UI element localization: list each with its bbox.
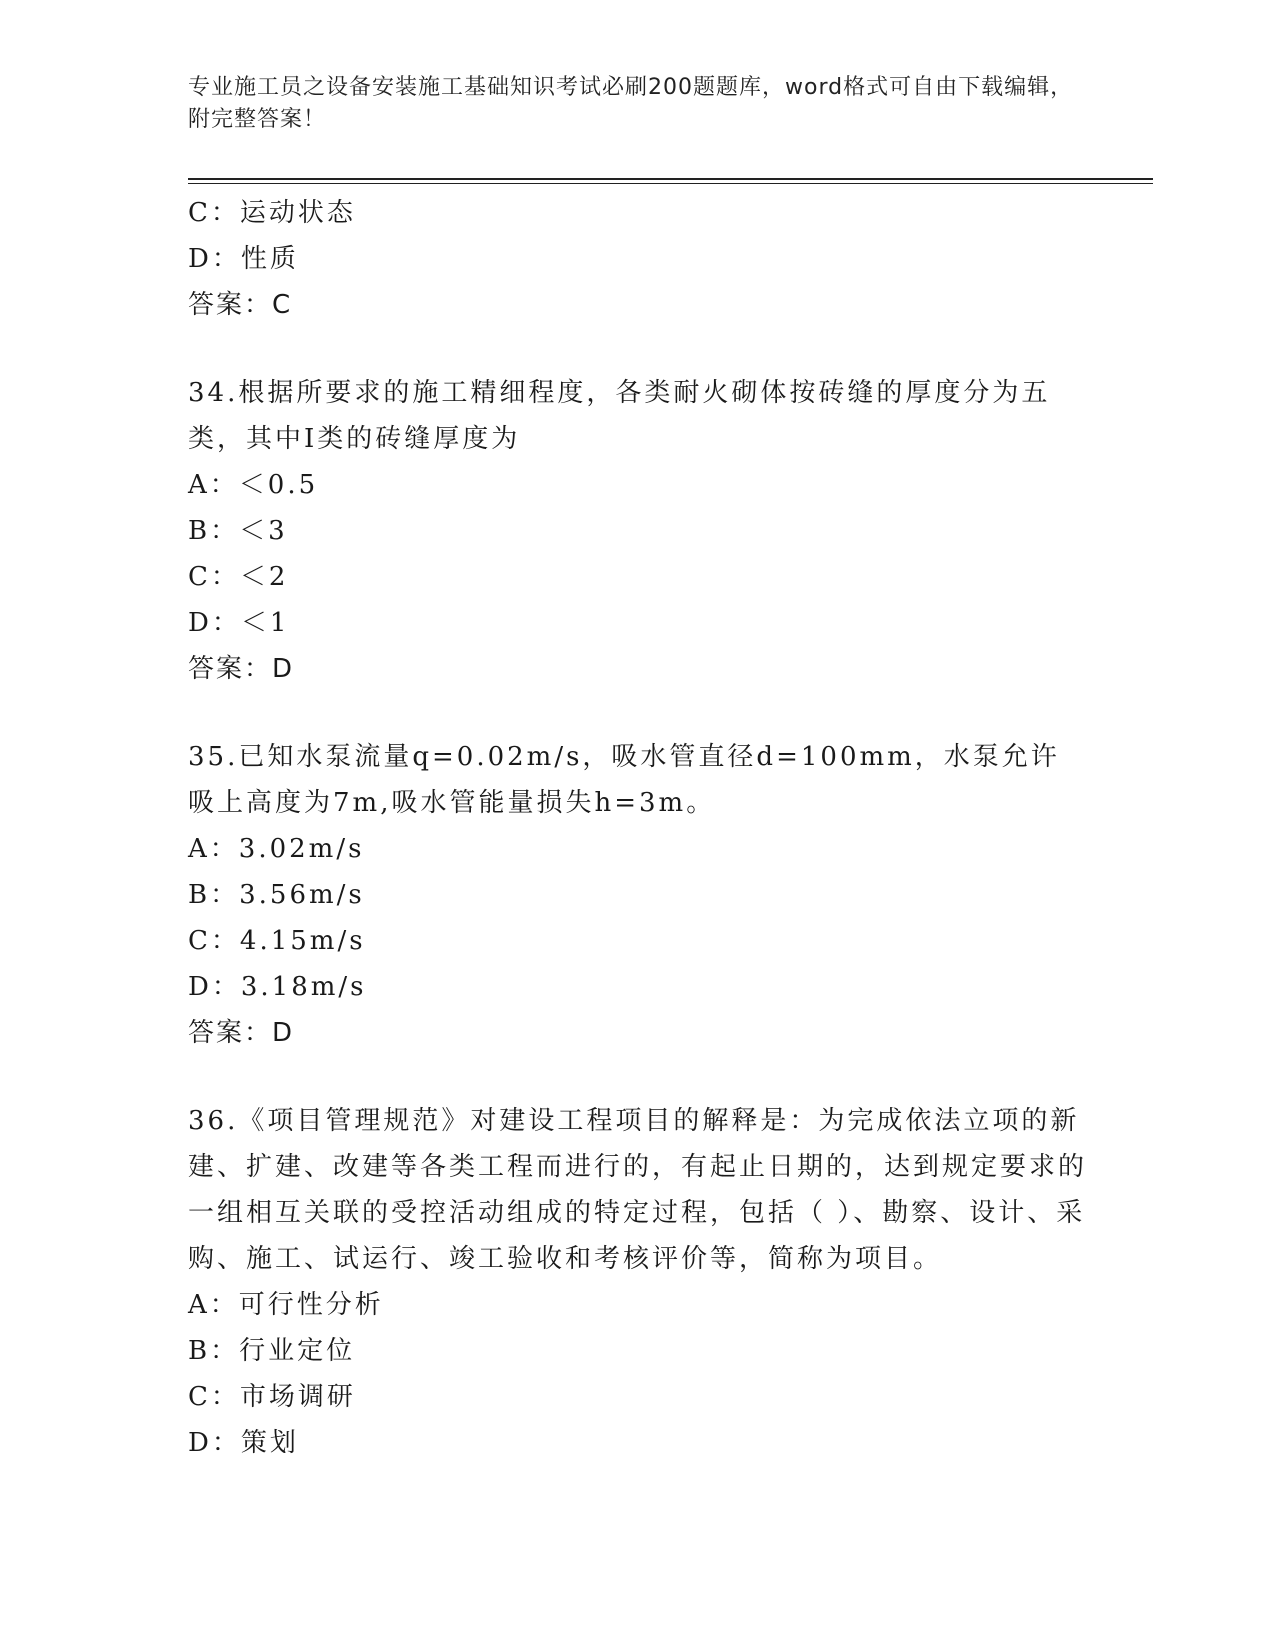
- option-c: C：市场调研: [188, 1382, 356, 1412]
- header-rule: [188, 178, 1153, 180]
- option-b: B：行业定位: [188, 1336, 356, 1366]
- option-d: D：＜1: [188, 608, 290, 638]
- option-b: B：＜3: [188, 516, 288, 546]
- option-a: A：＜0.5: [188, 470, 319, 500]
- question-34: [188, 370, 1088, 692]
- option-a: A：可行性分析: [188, 1290, 384, 1320]
- option-d: D：3.18m/s: [188, 972, 367, 1002]
- option-c: C：＜2: [188, 562, 289, 592]
- answer-line: 答案：C: [188, 290, 293, 320]
- answer-line: 答案：D: [188, 1018, 295, 1048]
- option-d: D：策划: [188, 1428, 299, 1458]
- question-35: [188, 734, 1088, 1056]
- option-a: A：3.02m/s: [188, 834, 365, 864]
- option-d: D：性质: [188, 244, 299, 274]
- question-list: [188, 190, 1088, 1466]
- header-rule-thin: [188, 183, 1153, 184]
- question-text: 34.根据所要求的施工精细程度，各类耐火砌体按砖缝的厚度分为五类，其中Ⅰ类的砖缝厚度为: [188, 378, 1051, 454]
- option-b: B：3.56m/s: [188, 880, 365, 910]
- option-c: C：运动状态: [188, 198, 356, 228]
- previous-question-tail: [188, 190, 1088, 328]
- question-text: 36.《项目管理规范》对建设工程项目的解释是：为完成依法立项的新建、扩建、改建等各类工程而进行的，有起止日期的，达到规定要求的一组相互关联的受控活动组成的特定过程，包括（ ）、勘察、设计、采购、施工、试运行、竣工验收和考核评价等，简称为项目。: [188, 1106, 1088, 1274]
- question-36: [188, 1098, 1088, 1466]
- question-text: 35.已知水泵流量q=0.02m/s，吸水管直径d=100mm，水泵允许吸上高度为7m,吸水管能量损失h=3m。: [188, 742, 1060, 818]
- option-c: C：4.15m/s: [188, 926, 366, 956]
- answer-line: 答案：D: [188, 654, 295, 684]
- document-header: 专业施工员之设备安装施工基础知识考试必刷200题题库，word格式可自由下载编辑，附完整答案！: [188, 75, 1074, 132]
